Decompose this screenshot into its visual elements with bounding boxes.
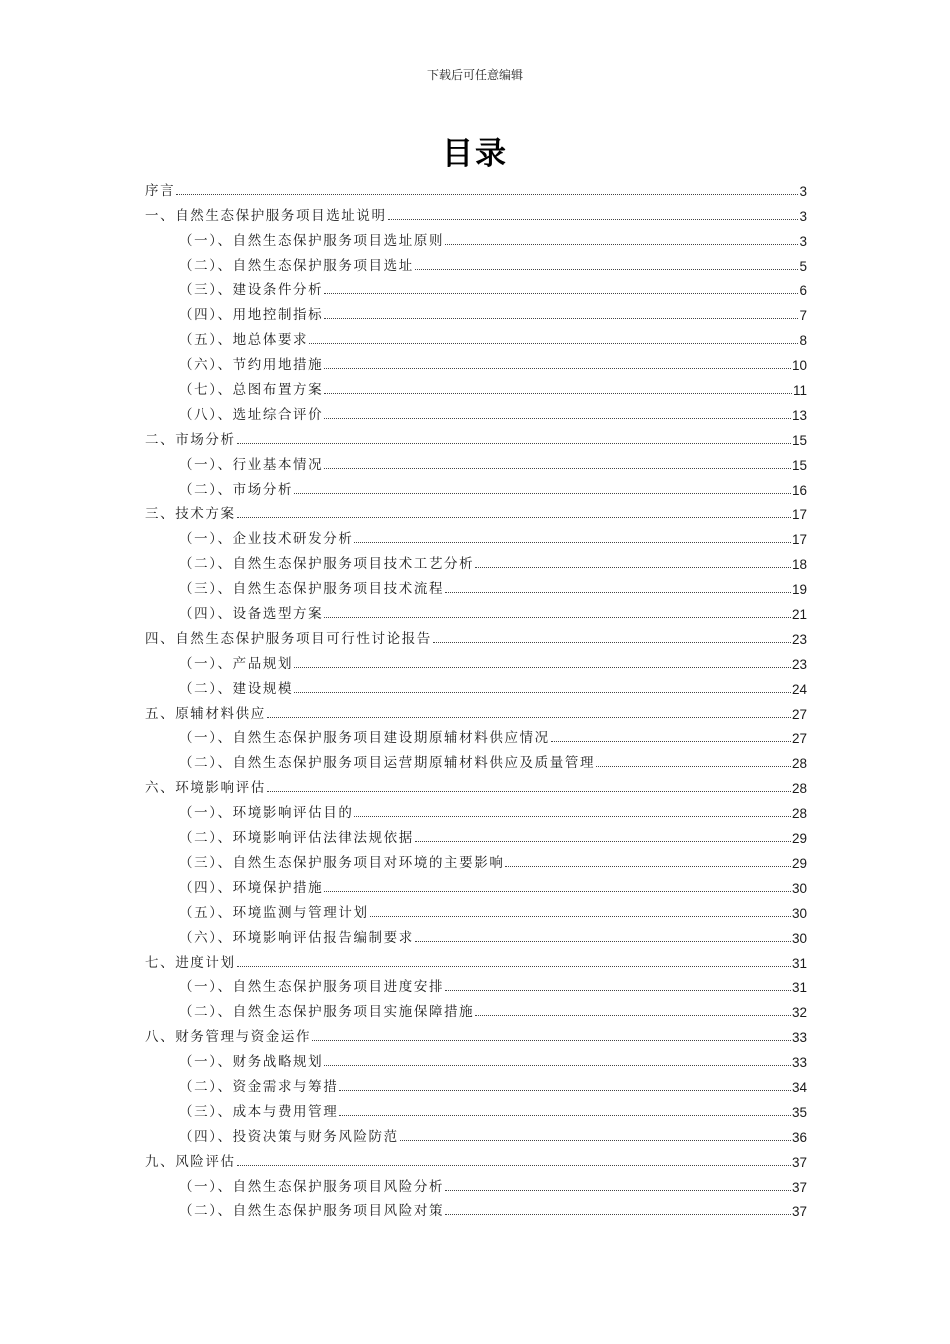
dot-leader bbox=[370, 915, 791, 917]
toc-subentry[interactable] bbox=[145, 348, 807, 373]
dot-leader bbox=[354, 815, 791, 817]
toc-entry-label: （一）、自然生态保护服务项目选址原则 bbox=[179, 232, 445, 249]
dot-leader bbox=[267, 716, 791, 718]
toc-entry-label: （二）、资金需求与筹措 bbox=[179, 1078, 339, 1095]
toc-subentry[interactable] bbox=[145, 896, 807, 921]
dot-leader bbox=[339, 1114, 791, 1116]
toc-entry[interactable] bbox=[145, 423, 807, 448]
dot-leader bbox=[294, 691, 791, 693]
toc-entry-label: （一）、产品规划 bbox=[179, 655, 294, 672]
toc-page-number: 27 bbox=[791, 706, 807, 722]
toc-entry-label: （二）、自然生态保护服务项目风险对策 bbox=[179, 1203, 445, 1220]
toc-page-number: 31 bbox=[791, 955, 807, 971]
toc-page-number: 10 bbox=[791, 358, 807, 374]
dot-leader bbox=[324, 1064, 791, 1066]
toc-subentry[interactable] bbox=[145, 846, 807, 871]
toc-page-number: 34 bbox=[791, 1079, 807, 1095]
toc-entry-label: （一）、环境影响评估目的 bbox=[179, 805, 354, 822]
toc-page-number: 3 bbox=[799, 183, 807, 199]
toc-entry-label: 九、风险评估 bbox=[145, 1153, 236, 1170]
toc-subentry[interactable] bbox=[145, 1070, 807, 1095]
toc-subentry[interactable] bbox=[145, 1170, 807, 1195]
dot-leader bbox=[433, 641, 791, 643]
toc-page-number: 11 bbox=[792, 383, 807, 399]
document-title: 目录 bbox=[442, 136, 508, 172]
toc-entry-label: （六）、节约用地措施 bbox=[179, 357, 324, 374]
dot-leader bbox=[237, 442, 791, 444]
toc-entry-label: （一）、行业基本情况 bbox=[179, 456, 324, 473]
dot-leader bbox=[400, 1139, 791, 1141]
toc-entry-label: （二）、建设规模 bbox=[179, 680, 294, 697]
toc-entry-label: （四）、设备选型方案 bbox=[179, 606, 324, 623]
toc-subentry[interactable] bbox=[145, 871, 807, 896]
toc-page-number: 37 bbox=[791, 1154, 807, 1170]
dot-leader bbox=[339, 1089, 791, 1091]
dot-leader bbox=[596, 765, 791, 767]
toc-entry-label: （八）、选址综合评价 bbox=[179, 406, 324, 423]
toc-subentry[interactable] bbox=[145, 672, 807, 697]
toc-page-number: 32 bbox=[791, 1005, 807, 1021]
toc-entry[interactable] bbox=[145, 199, 807, 224]
toc-page-number: 13 bbox=[791, 407, 807, 423]
dot-leader bbox=[176, 193, 798, 195]
toc-entry[interactable] bbox=[145, 946, 807, 971]
dot-leader bbox=[445, 591, 791, 593]
toc-page-number: 17 bbox=[791, 532, 807, 548]
dot-leader bbox=[237, 965, 791, 967]
toc-page-number: 17 bbox=[791, 507, 807, 523]
toc-entry-label: 四、自然生态保护服务项目可行性讨论报告 bbox=[145, 630, 432, 647]
toc-subentry[interactable] bbox=[145, 921, 807, 946]
toc-entry[interactable] bbox=[145, 622, 807, 647]
toc-entry-label: （三）、成本与费用管理 bbox=[179, 1103, 339, 1120]
toc-subentry[interactable] bbox=[145, 1120, 807, 1145]
dot-leader bbox=[237, 516, 791, 518]
dot-leader bbox=[309, 342, 798, 344]
toc-page-number: 8 bbox=[799, 333, 807, 349]
toc-page-number: 33 bbox=[791, 1030, 807, 1046]
dot-leader bbox=[237, 1164, 791, 1166]
toc-page-number: 15 bbox=[791, 432, 807, 448]
dot-leader bbox=[267, 790, 791, 792]
toc-entry-label: （一）、财务战略规划 bbox=[179, 1054, 324, 1071]
dot-leader bbox=[445, 1189, 791, 1191]
dot-leader bbox=[324, 890, 791, 892]
toc-subentry[interactable] bbox=[145, 1095, 807, 1120]
toc-entry-label: （四）、投资决策与财务风险防范 bbox=[179, 1128, 399, 1145]
dot-leader bbox=[324, 292, 798, 294]
toc-subentry[interactable] bbox=[145, 249, 807, 274]
toc-subentry[interactable] bbox=[145, 722, 807, 747]
toc-entry-label: （二）、自然生态保护服务项目技术工艺分析 bbox=[179, 556, 475, 573]
dot-leader bbox=[324, 616, 791, 618]
toc-subentry[interactable] bbox=[145, 398, 807, 423]
toc-entry-label: 六、环境影响评估 bbox=[145, 780, 266, 797]
toc-page-number: 19 bbox=[791, 582, 807, 598]
toc-entry-label: （一）、自然生态保护服务项目建设期原辅材料供应情况 bbox=[179, 730, 550, 747]
toc-subentry[interactable] bbox=[145, 1045, 807, 1070]
toc-entry-label: （六）、环境影响评估报告编制要求 bbox=[179, 929, 414, 946]
toc-page-number: 18 bbox=[791, 557, 807, 573]
toc-page-number: 29 bbox=[791, 855, 807, 871]
toc-page-number: 28 bbox=[791, 781, 807, 797]
dot-leader bbox=[551, 740, 791, 742]
toc-page-number: 28 bbox=[791, 756, 807, 772]
toc-entry[interactable] bbox=[145, 697, 807, 722]
dot-leader bbox=[445, 243, 798, 245]
dot-leader bbox=[324, 467, 791, 469]
toc-entry-label: （一）、自然生态保护服务项目风险分析 bbox=[179, 1178, 445, 1195]
toc-subentry[interactable] bbox=[145, 796, 807, 821]
toc-entry-label: （五）、地总体要求 bbox=[179, 332, 309, 349]
toc-page-number: 28 bbox=[791, 806, 807, 822]
toc-subentry[interactable] bbox=[145, 647, 807, 672]
toc-page-number: 37 bbox=[791, 1179, 807, 1195]
dot-leader bbox=[324, 392, 792, 394]
toc-entry-label: （三）、建设条件分析 bbox=[179, 282, 324, 299]
toc-page-number: 7 bbox=[799, 308, 807, 324]
toc-entry-label: （二）、自然生态保护服务项目实施保障措施 bbox=[179, 1004, 475, 1021]
toc-entry-label: 三、技术方案 bbox=[145, 506, 236, 523]
toc-subentry[interactable] bbox=[145, 522, 807, 547]
dot-leader bbox=[415, 940, 791, 942]
toc-page-number: 33 bbox=[791, 1055, 807, 1071]
toc-page-number: 21 bbox=[791, 607, 807, 623]
toc-page-number: 27 bbox=[791, 731, 807, 747]
toc-entry[interactable] bbox=[145, 174, 807, 199]
toc-entry-label: 七、进度计划 bbox=[145, 954, 236, 971]
dot-leader bbox=[415, 840, 791, 842]
dot-leader bbox=[415, 268, 799, 270]
toc-page-number: 35 bbox=[791, 1104, 807, 1120]
toc-entry-label: （二）、市场分析 bbox=[179, 481, 294, 498]
toc-entry-label: （二）、环境影响评估法律法规依据 bbox=[179, 830, 414, 847]
toc-entry-label: 序言 bbox=[145, 182, 176, 199]
toc-page-number: 36 bbox=[791, 1129, 807, 1145]
toc-entry-label: （二）、自然生态保护服务项目选址 bbox=[179, 257, 414, 274]
toc-page-number: 30 bbox=[791, 880, 807, 896]
toc-entry[interactable] bbox=[145, 1145, 807, 1170]
dot-leader bbox=[445, 989, 791, 991]
toc-subentry[interactable] bbox=[145, 298, 807, 323]
toc-entry-label: （三）、自然生态保护服务项目技术流程 bbox=[179, 581, 445, 598]
toc-page-number: 6 bbox=[799, 283, 807, 299]
toc-entry[interactable] bbox=[145, 1020, 807, 1045]
dot-leader bbox=[294, 666, 791, 668]
toc-page-number: 15 bbox=[791, 457, 807, 473]
dot-leader bbox=[324, 367, 791, 369]
toc-subentry[interactable] bbox=[145, 995, 807, 1020]
dot-leader bbox=[445, 1213, 791, 1215]
toc-entry-label: （七）、总图布置方案 bbox=[179, 382, 324, 399]
dot-leader bbox=[475, 566, 791, 568]
toc-page-number: 3 bbox=[799, 233, 807, 249]
toc-page-number: 5 bbox=[799, 258, 807, 274]
toc-subentry[interactable] bbox=[145, 572, 807, 597]
toc-subentry[interactable] bbox=[145, 448, 807, 473]
dot-leader bbox=[505, 865, 791, 867]
table-of-contents bbox=[145, 174, 807, 1219]
toc-subentry[interactable] bbox=[145, 373, 807, 398]
toc-page-number: 29 bbox=[791, 831, 807, 847]
toc-page-number: 37 bbox=[791, 1204, 807, 1220]
toc-subentry[interactable] bbox=[145, 597, 807, 622]
dot-leader bbox=[324, 317, 798, 319]
toc-page-number: 30 bbox=[791, 905, 807, 921]
toc-page-number: 16 bbox=[791, 482, 807, 498]
dot-leader bbox=[388, 218, 799, 220]
toc-page-number: 31 bbox=[791, 980, 807, 996]
header-note: 下载后可任意编辑 bbox=[426, 68, 523, 82]
dot-leader bbox=[324, 417, 791, 419]
dot-leader bbox=[354, 541, 791, 543]
toc-subentry[interactable] bbox=[145, 1195, 807, 1220]
toc-page-number: 23 bbox=[791, 656, 807, 672]
toc-subentry[interactable] bbox=[145, 224, 807, 249]
toc-entry-label: （一）、企业技术研发分析 bbox=[179, 531, 354, 548]
toc-subentry[interactable] bbox=[145, 547, 807, 572]
toc-entry-label: 一、自然生态保护服务项目选址说明 bbox=[145, 207, 387, 224]
dot-leader bbox=[312, 1039, 791, 1041]
toc-entry-label: 五、原辅材料供应 bbox=[145, 705, 266, 722]
toc-entry-label: 二、市场分析 bbox=[145, 431, 236, 448]
toc-subentry[interactable] bbox=[145, 746, 807, 771]
dot-leader bbox=[475, 1014, 791, 1016]
toc-page-number: 24 bbox=[791, 681, 807, 697]
toc-entry[interactable] bbox=[145, 498, 807, 523]
dot-leader bbox=[294, 492, 791, 494]
toc-entry[interactable] bbox=[145, 771, 807, 796]
toc-entry-label: （四）、环境保护措施 bbox=[179, 879, 324, 896]
toc-page-number: 3 bbox=[799, 208, 807, 224]
toc-subentry[interactable] bbox=[145, 323, 807, 348]
toc-page-number: 23 bbox=[791, 631, 807, 647]
toc-entry-label: （五）、环境监测与管理计划 bbox=[179, 904, 369, 921]
toc-subentry[interactable] bbox=[145, 971, 807, 996]
toc-entry-label: （一）、自然生态保护服务项目进度安排 bbox=[179, 979, 445, 996]
toc-subentry[interactable] bbox=[145, 274, 807, 299]
toc-entry-label: （三）、自然生态保护服务项目对环境的主要影响 bbox=[179, 854, 505, 871]
toc-subentry[interactable] bbox=[145, 473, 807, 498]
toc-page-number: 30 bbox=[791, 930, 807, 946]
toc-subentry[interactable] bbox=[145, 821, 807, 846]
toc-entry-label: （二）、自然生态保护服务项目运营期原辅材料供应及质量管理 bbox=[179, 755, 596, 772]
toc-entry-label: 八、财务管理与资金运作 bbox=[145, 1029, 312, 1046]
toc-entry-label: （四）、用地控制指标 bbox=[179, 307, 324, 324]
